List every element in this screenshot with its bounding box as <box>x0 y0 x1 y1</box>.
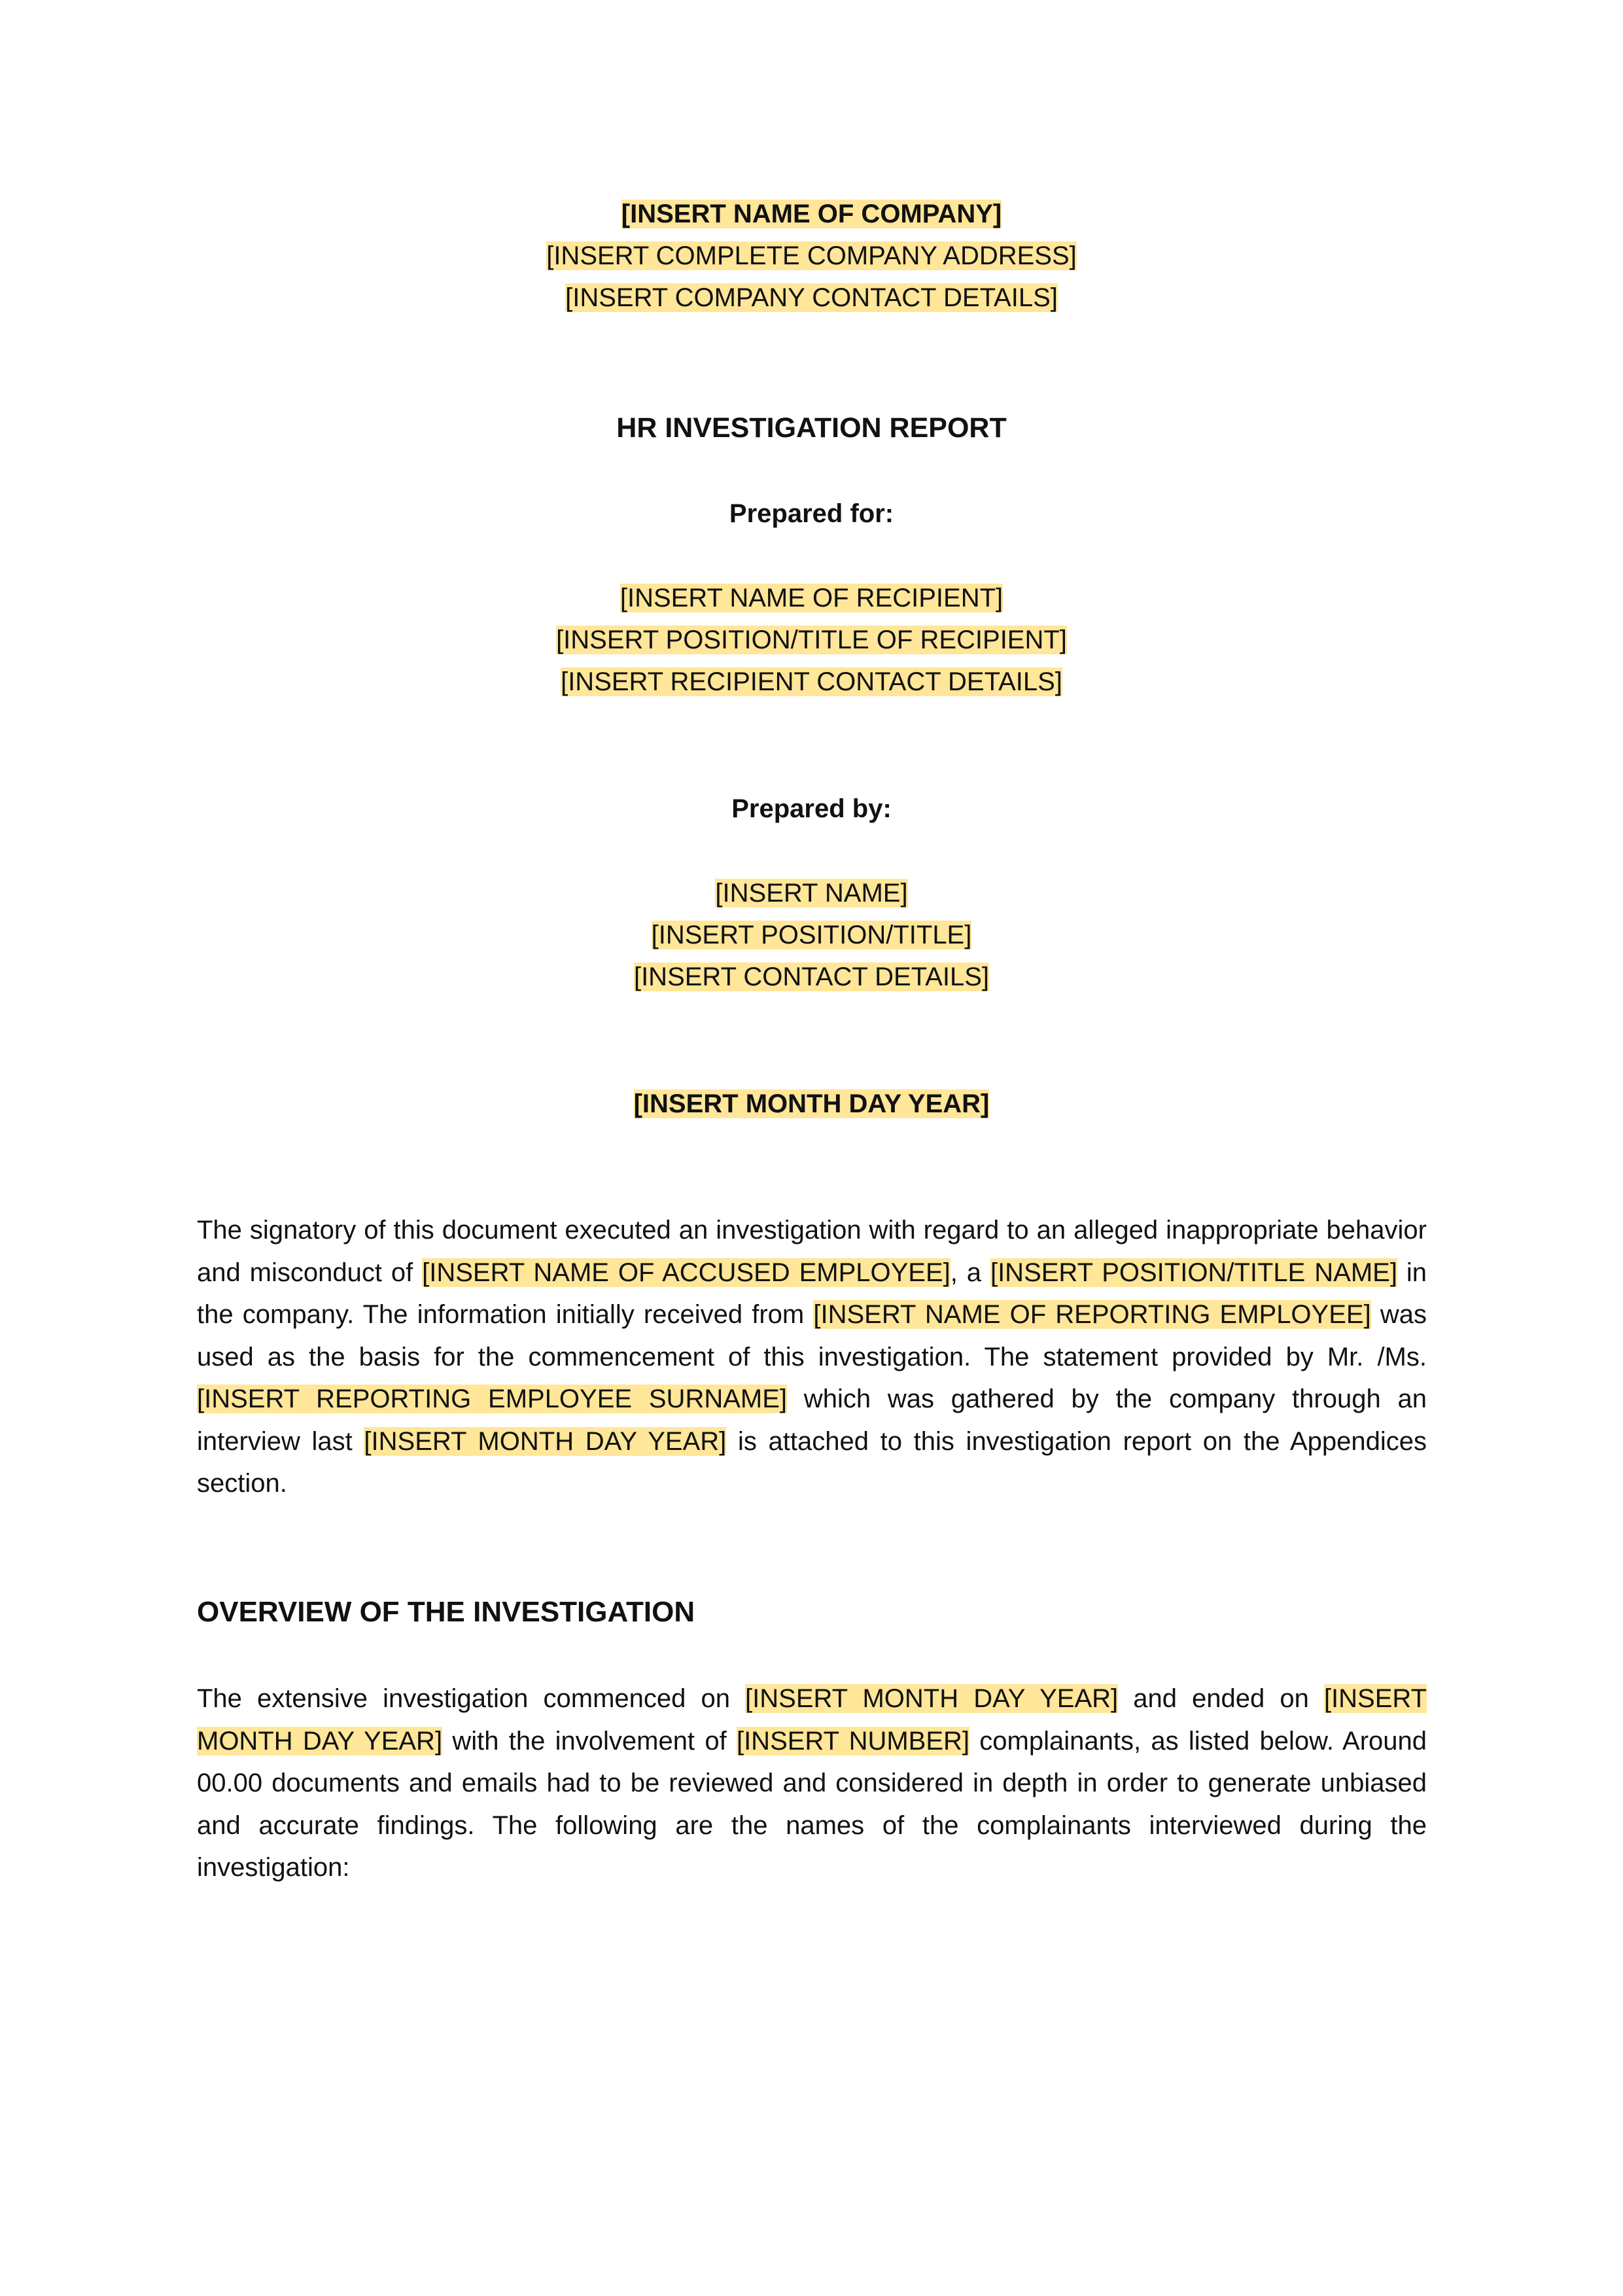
company-contact-placeholder: [INSERT COMPANY CONTACT DETAILS] <box>565 283 1058 312</box>
company-contact-line <box>0 277 1623 319</box>
overview-text-4: complainants, as listed below. Around 00.00 documents and emails had to be reviewed and considered in depth in order to generate unbiased and accurate findings. The following are the names of the complainants interviewed during the investigation: <box>197 1726 1427 1882</box>
intro-text-5: which was gathered by the company through an interview last <box>197 1385 1427 1456</box>
company-name-placeholder: [INSERT NAME OF COMPANY] <box>621 200 1002 228</box>
preparer-contact-placeholder: [INSERT CONTACT DETAILS] <box>633 963 990 991</box>
overview-paragraph <box>197 1678 1427 1889</box>
preparer-name-line <box>0 872 1623 914</box>
preparer-name-placeholder: [INSERT NAME] <box>715 879 908 908</box>
recipient-contact-placeholder: [INSERT RECIPIENT CONTACT DETAILS] <box>561 667 1062 696</box>
interview-date-placeholder: [INSERT MONTH DAY YEAR] <box>364 1426 727 1456</box>
intro-paragraph <box>197 1209 1427 1505</box>
overview-text-3: with the involvement of <box>442 1726 737 1756</box>
intro-text-1: The signatory of this document executed an investigation with regard to an alleged inappropriate behavior and misconduct of <box>197 1216 1427 1287</box>
recipient-position-placeholder: [INSERT POSITION/TITLE OF RECIPIENT] <box>556 626 1067 654</box>
overview-text-2: and ended on <box>1118 1684 1324 1713</box>
preparer-position-placeholder: [INSERT POSITION/TITLE] <box>651 921 972 949</box>
recipient-position-line <box>0 619 1623 661</box>
recipient-contact-line <box>0 661 1623 703</box>
intro-text-6: is attached to this investigation report on the Appendices section. <box>197 1426 1427 1498</box>
report-title: HR INVESTIGATION REPORT <box>616 412 1007 444</box>
intro-text-3: in the company. The information initially received from <box>197 1258 1427 1329</box>
company-address-placeholder: [INSERT COMPLETE COMPANY ADDRESS] <box>546 241 1077 270</box>
preparer-position-line <box>0 914 1623 956</box>
report-date-placeholder: [INSERT MONTH DAY YEAR] <box>633 1089 990 1118</box>
prepared-for-label: Prepared for: <box>729 499 894 528</box>
intro-text-2: , a <box>950 1258 990 1287</box>
intro-text-4: was used as the basis for the commencement of this investigation. The statement provided by Mr. /Ms. <box>197 1300 1427 1371</box>
prepared-by-label: Prepared by: <box>731 794 892 823</box>
reporting-employee-placeholder: [INSERT NAME OF REPORTING EMPLOYEE] <box>813 1300 1371 1329</box>
company-address-line <box>0 235 1623 277</box>
overview-text-1: The extensive investigation commenced on <box>197 1684 746 1713</box>
complainant-number-placeholder: [INSERT NUMBER] <box>736 1726 970 1756</box>
recipient-name-placeholder: [INSERT NAME OF RECIPIENT] <box>620 584 1003 612</box>
report-date-line <box>0 1083 1623 1125</box>
reporting-surname-placeholder: [INSERT REPORTING EMPLOYEE SURNAME] <box>197 1385 788 1413</box>
recipient-name-line <box>0 577 1623 619</box>
accused-employee-placeholder: [INSERT NAME OF ACCUSED EMPLOYEE] <box>422 1258 951 1287</box>
position-title-placeholder: [INSERT POSITION/TITLE NAME] <box>990 1258 1397 1287</box>
end-date-placeholder: [INSERT MONTH DAY YEAR] <box>197 1684 1427 1756</box>
overview-heading: OVERVIEW OF THE INVESTIGATION <box>197 1596 695 1628</box>
company-name-line <box>0 193 1623 235</box>
preparer-contact-line <box>0 956 1623 998</box>
start-date-placeholder: [INSERT MONTH DAY YEAR] <box>745 1684 1119 1713</box>
